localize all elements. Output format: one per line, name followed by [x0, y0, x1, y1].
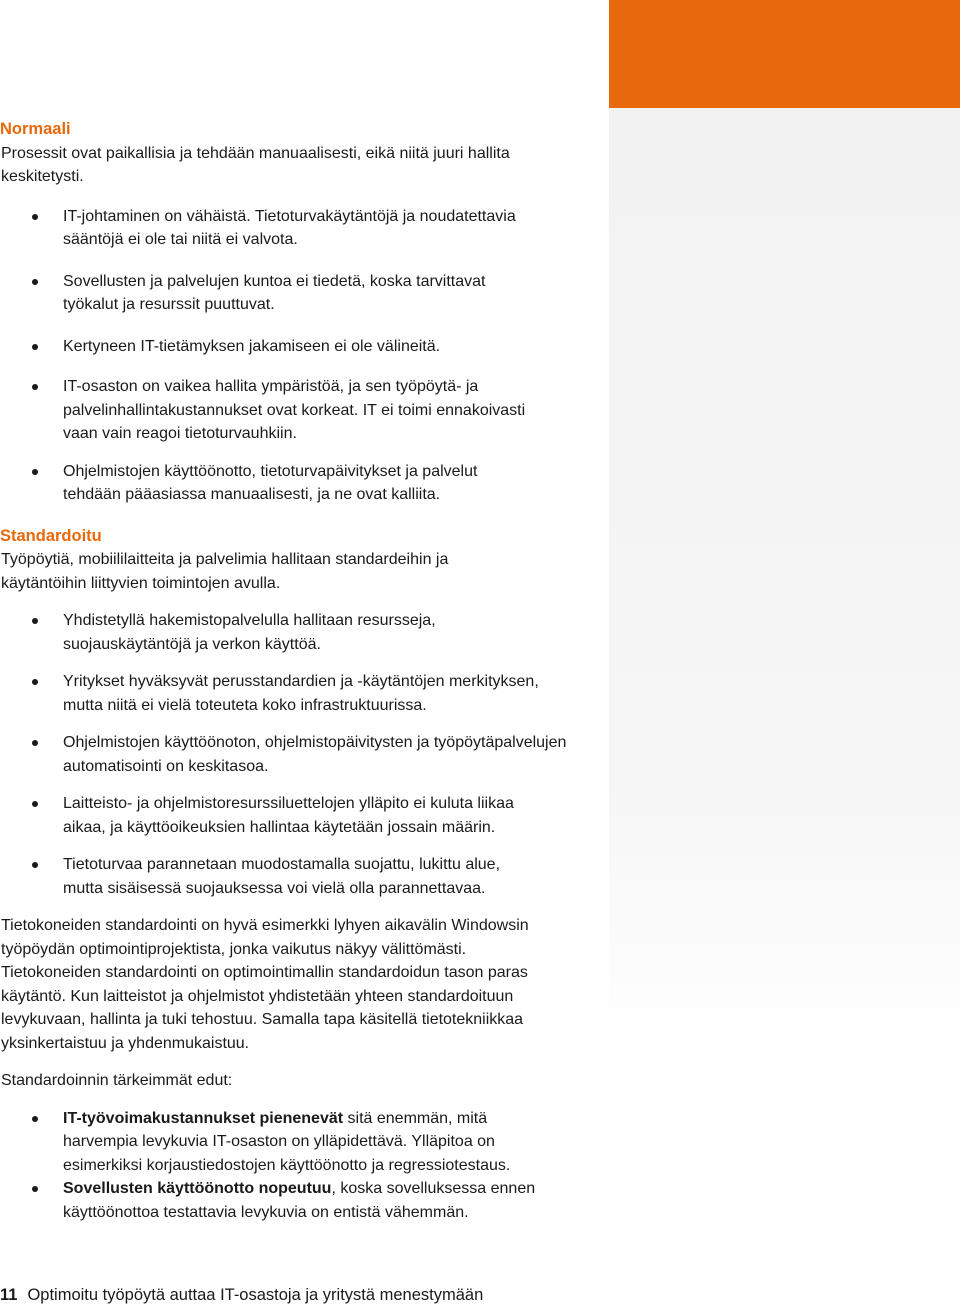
list-item: Sovellusten käyttöönotto nopeutuu, koska sovelluksessa ennen käyttöönottoa testattavia levykuvia on entistä vähemmän.: [0, 1177, 563, 1224]
bullet-icon: [32, 1186, 38, 1192]
list-item: IT-osaston on vaikea hallita ympäristöä, ja sen työpöytä- ja palvelinhallintakustannukset ovat korkeat. IT ei toimi ennakoivasti vaan vain reagoi tietoturvauhkiin.: [0, 375, 563, 446]
list-item: Yritykset hyväksyvät perusstandardien ja -käytäntöjen merkityksen, mutta niitä ei vielä toteuteta koko infrastruktuurissa.: [0, 670, 573, 717]
bullet-list-benefits: [0, 1107, 600, 1225]
intro-standardoitu: Työpöytiä, mobiililaitteita ja palvelimia hallitaan standardeihin ja käytäntöihin liittyvien toimintojen avulla.: [1, 551, 449, 592]
bullet-icon: [32, 384, 38, 390]
list-item: IT-johtaminen on vähäistä. Tietoturvakäytäntöjä ja noudatettavia sääntöjä ei ole tai niitä ei valvota.: [0, 205, 563, 252]
bullet-icon: [32, 344, 38, 350]
list-item: IT-työvoimakustannukset pienenevät sitä enemmän, mitä harvempia levykuvia IT-osaston on ylläpidettävä. Ylläpitoa on esimerkiksi korjaustiedostojen käyttöönotto ja regressiotestaus.: [0, 1107, 553, 1178]
footer-title: Optimoitu työpöytä auttaa IT-osastoja ja yritystä menestymään: [27, 1286, 484, 1304]
bullet-list-standardoitu: [0, 609, 600, 900]
bullet-icon: [32, 801, 38, 807]
list-item: Kertyneen IT-tietämyksen jakamiseen ei ole välineitä.: [0, 335, 583, 359]
intro-normaali: Prosessit ovat paikallisia ja tehdään manuaalisesti, eikä niitä juuri hallita keskitetysti.: [1, 144, 510, 185]
bullet-icon: [32, 679, 38, 685]
bullet-icon: [32, 279, 38, 285]
heading-standardoitu: Standardoitu: [0, 526, 102, 545]
list-item: Tietoturvaa parannetaan muodostamalla suojattu, lukittu alue, mutta sisäisessä suojauksessa voi vielä olla parannettavaa.: [0, 853, 538, 900]
page-footer: [0, 1284, 483, 1306]
benefit-emphasis: IT-työvoimakustannukset pienenevät: [63, 1109, 344, 1127]
list-item: Laitteisto- ja ohjelmistoresurssiluettelojen ylläpito ei kuluta liikaa aikaa, ja käyttöoikeuksien hallintaa käytetään jossain määrin.: [0, 792, 553, 839]
body-paragraph: Tietokoneiden standardointi on hyvä esimerkki lyhyen aikavälin Windowsin työpöydän optimointiprojektista, jonka vaikutus näkyy välittömästi. Tietokoneiden standardointi on optimointimallin standardoidun tason paras käytäntö. Kun laitteistot ja ohjelmistot yhdistetään yhteen standardoituun levykuvaan, hallinta ja tuki tehostuu. Samalla tapa käsitellä tietotekniikkaa yksinkertaistuu ja yhdenmukaistuu.: [1, 917, 529, 1052]
heading-normaali: Normaali: [0, 120, 71, 138]
benefits-intro: Standardoinnin tärkeimmät edut:: [1, 1072, 233, 1089]
bullet-icon: [32, 1116, 38, 1122]
list-item: Ohjelmistojen käyttöönoton, ohjelmistopäivitysten ja työpöytäpalvelujen automatisointi on keskitasoa.: [0, 731, 568, 778]
bullet-icon: [32, 740, 38, 746]
list-item: Yhdistetyllä hakemistopalvelulla hallitaan resursseja, suojauskäytäntöjä ja verkon käyttöä.: [0, 609, 568, 656]
bullet-icon: [32, 618, 38, 624]
main-content: [0, 118, 600, 1224]
list-item: Sovellusten ja palvelujen kuntoa ei tiedetä, koska tarvittavat työkalut ja resurssit puuttuvat.: [0, 270, 538, 317]
bullet-icon: [32, 469, 38, 475]
bullet-icon: [32, 214, 38, 220]
section-normaali: [0, 118, 600, 507]
list-item: Ohjelmistojen käyttöönotto, tietoturvapäivitykset ja palvelut tehdään pääasiassa manuaalisesti, ja ne ovat kalliita.: [0, 460, 533, 507]
bullet-icon: [32, 862, 38, 868]
benefit-emphasis: Sovellusten käyttöönotto nopeutuu: [63, 1180, 332, 1197]
bullet-list-normaali: [0, 205, 600, 507]
page-number: 11: [0, 1286, 18, 1304]
section-standardoitu: [0, 525, 600, 901]
side-panel: [609, 108, 960, 1058]
orange-header-bar: [609, 0, 960, 108]
